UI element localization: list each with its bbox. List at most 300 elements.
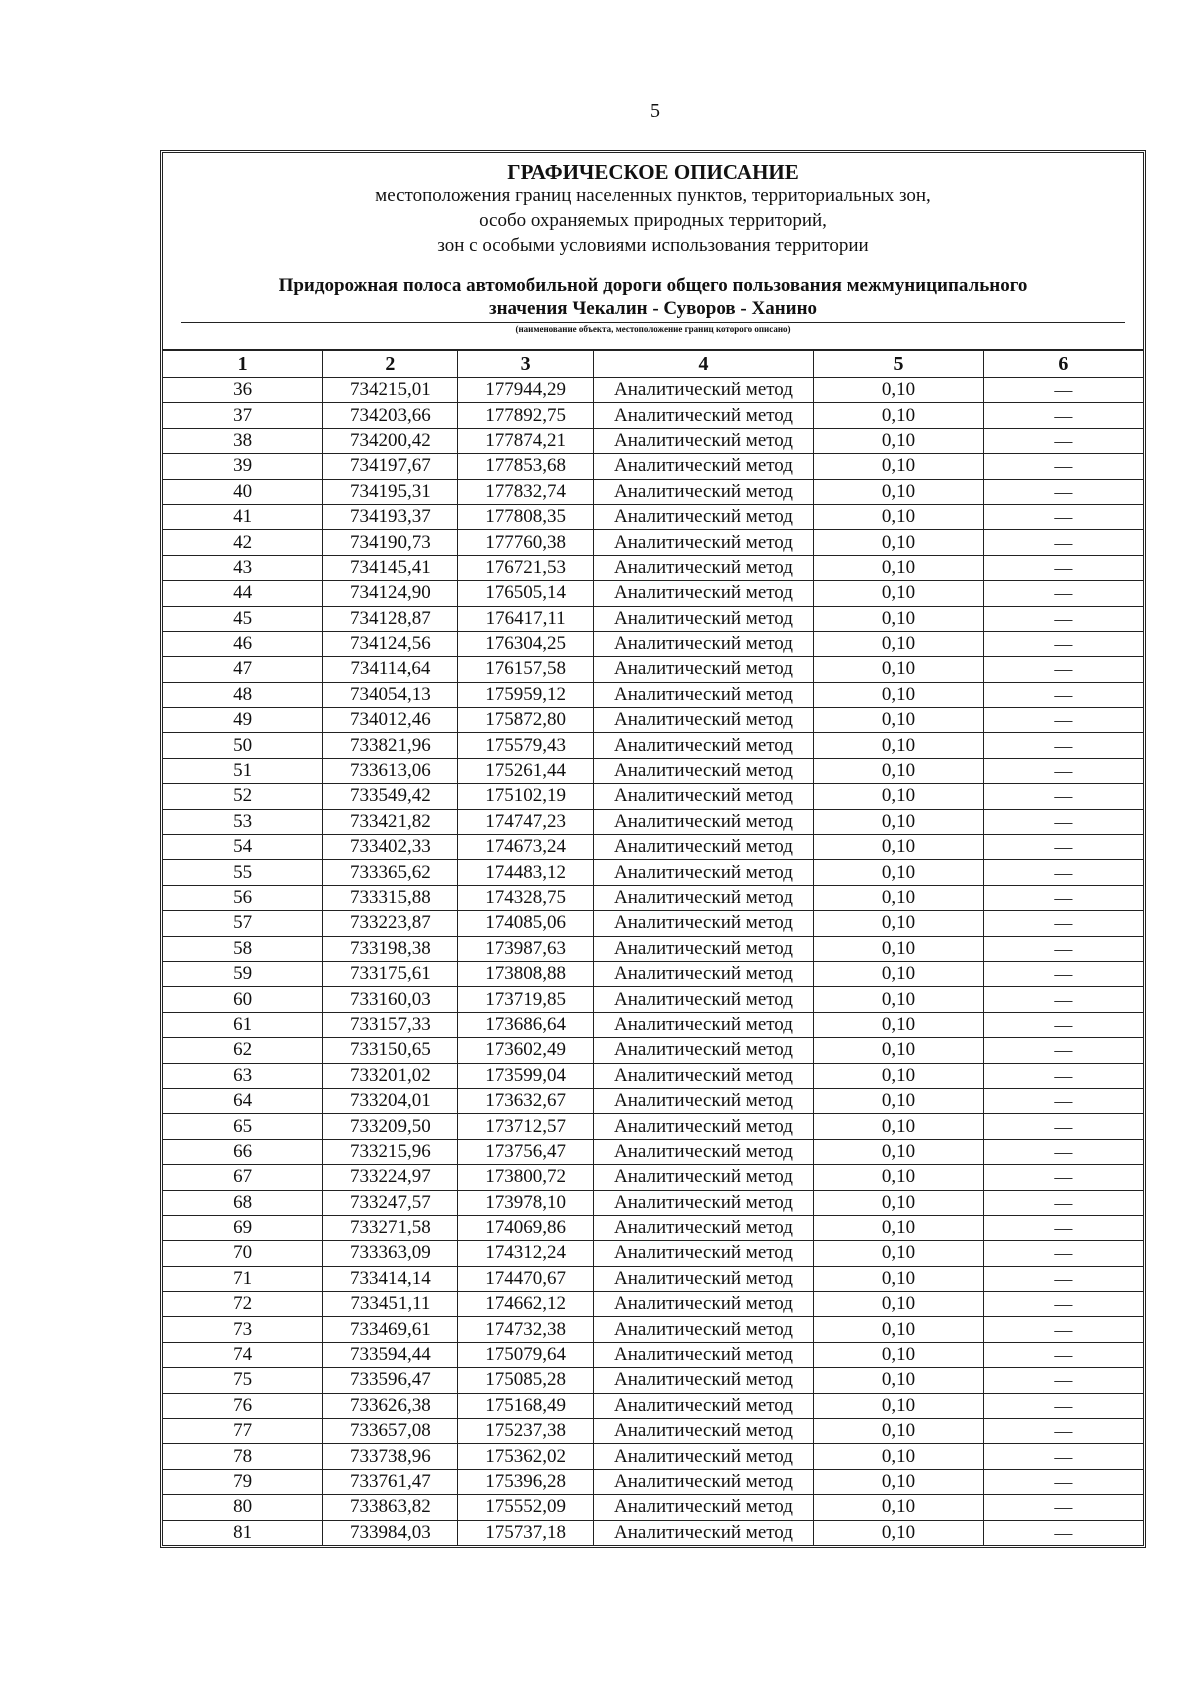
table-cell: Аналитический метод	[593, 454, 814, 479]
table-row	[163, 1215, 1143, 1240]
table-cell: 174085,06	[458, 911, 593, 936]
table-cell: 733421,82	[323, 809, 458, 834]
table-cell: Аналитический метод	[593, 1292, 814, 1317]
table-cell: 0,10	[814, 1469, 984, 1494]
table-cell: 734012,46	[323, 708, 458, 733]
table-cell: 0,10	[814, 378, 984, 403]
table-cell: 62	[163, 1038, 323, 1063]
coordinates-table	[163, 349, 1143, 1545]
table-cell: Аналитический метод	[593, 733, 814, 758]
table-cell: Аналитический метод	[593, 1469, 814, 1494]
table-cell: 53	[163, 809, 323, 834]
table-cell: Аналитический метод	[593, 987, 814, 1012]
table-cell: 0,10	[814, 555, 984, 580]
table-cell: 52	[163, 784, 323, 809]
table-cell: 175085,28	[458, 1368, 593, 1393]
table-cell: 0,10	[814, 631, 984, 656]
table-cell: 734195,31	[323, 479, 458, 504]
table-row	[163, 784, 1143, 809]
table-cell: 734200,42	[323, 428, 458, 453]
table-cell: —	[983, 1419, 1143, 1444]
table-cell: 58	[163, 936, 323, 961]
table-cell: 175102,19	[458, 784, 593, 809]
table-cell: Аналитический метод	[593, 1444, 814, 1469]
table-cell: 0,10	[814, 1114, 984, 1139]
table-cell: 73	[163, 1317, 323, 1342]
table-cell: Аналитический метод	[593, 860, 814, 885]
table-cell: Аналитический метод	[593, 403, 814, 428]
table-cell: Аналитический метод	[593, 1342, 814, 1367]
table-cell: 733315,88	[323, 885, 458, 910]
table-row	[163, 403, 1143, 428]
table-cell: —	[983, 1317, 1143, 1342]
table-cell: Аналитический метод	[593, 428, 814, 453]
table-cell: 55	[163, 860, 323, 885]
table-row	[163, 708, 1143, 733]
table-cell: 177874,21	[458, 428, 593, 453]
table-row	[163, 1444, 1143, 1469]
table-cell: 69	[163, 1215, 323, 1240]
table-row	[163, 1012, 1143, 1037]
table-cell: 175396,28	[458, 1469, 593, 1494]
table-cell: 46	[163, 631, 323, 656]
table-cell: 177853,68	[458, 454, 593, 479]
document-frame	[160, 150, 1146, 1548]
table-row	[163, 1088, 1143, 1113]
document-title: ГРАФИЧЕСКОЕ ОПИСАНИЕ	[507, 160, 799, 184]
table-cell: 733198,38	[323, 936, 458, 961]
table-cell: 176505,14	[458, 581, 593, 606]
table-cell: Аналитический метод	[593, 530, 814, 555]
table-cell: 36	[163, 378, 323, 403]
table-cell: —	[983, 835, 1143, 860]
table-cell: 0,10	[814, 1266, 984, 1291]
table-cell: 173987,63	[458, 936, 593, 961]
table-cell: 0,10	[814, 428, 984, 453]
table-cell: 64	[163, 1088, 323, 1113]
table-cell: 40	[163, 479, 323, 504]
table-cell: —	[983, 1368, 1143, 1393]
table-cell: 56	[163, 885, 323, 910]
table-cell: Аналитический метод	[593, 1317, 814, 1342]
table-cell: —	[983, 1393, 1143, 1418]
table-row	[163, 885, 1143, 910]
table-cell: 733657,08	[323, 1419, 458, 1444]
table-cell: 173632,67	[458, 1088, 593, 1113]
table-cell: —	[983, 1469, 1143, 1494]
table-row	[163, 504, 1143, 529]
table-cell: —	[983, 682, 1143, 707]
table-cell: 0,10	[814, 936, 984, 961]
table-row	[163, 631, 1143, 656]
table-cell: 66	[163, 1139, 323, 1164]
table-cell: 0,10	[814, 911, 984, 936]
table-row	[163, 378, 1143, 403]
table-row	[163, 1393, 1143, 1418]
table-cell: 175261,44	[458, 758, 593, 783]
table-cell: 75	[163, 1368, 323, 1393]
table-cell: 61	[163, 1012, 323, 1037]
table-cell: 734145,41	[323, 555, 458, 580]
table-cell: 0,10	[814, 1063, 984, 1088]
object-name-line: Придорожная полоса автомобильной дороги общего пользования межмуниципального	[278, 275, 1028, 296]
table-cell: 0,10	[814, 885, 984, 910]
table-row	[163, 682, 1143, 707]
table-cell: 48	[163, 682, 323, 707]
table-cell: Аналитический метод	[593, 1165, 814, 1190]
table-row	[163, 1241, 1143, 1266]
table-cell: 0,10	[814, 504, 984, 529]
column-header: 1	[163, 350, 323, 378]
table-cell: 0,10	[814, 1317, 984, 1342]
table-cell: 71	[163, 1266, 323, 1291]
table-cell: 0,10	[814, 1139, 984, 1164]
table-cell: 734203,66	[323, 403, 458, 428]
table-cell: Аналитический метод	[593, 581, 814, 606]
table-cell: 177944,29	[458, 378, 593, 403]
table-row	[163, 1266, 1143, 1291]
table-cell: —	[983, 454, 1143, 479]
table-cell: —	[983, 403, 1143, 428]
table-cell: 50	[163, 733, 323, 758]
table-cell: —	[983, 530, 1143, 555]
table-cell: 733204,01	[323, 1088, 458, 1113]
table-cell: 176157,58	[458, 657, 593, 682]
table-cell: 38	[163, 428, 323, 453]
table-cell: —	[983, 1444, 1143, 1469]
table-row	[163, 860, 1143, 885]
table-cell: Аналитический метод	[593, 1393, 814, 1418]
table-cell: 734114,64	[323, 657, 458, 682]
table-cell: 68	[163, 1190, 323, 1215]
table-cell: —	[983, 961, 1143, 986]
table-cell: Аналитический метод	[593, 606, 814, 631]
column-header: 3	[458, 350, 593, 378]
table-row	[163, 1038, 1143, 1063]
table-cell: —	[983, 1114, 1143, 1139]
table-cell: 0,10	[814, 860, 984, 885]
table-cell: 0,10	[814, 1495, 984, 1520]
table-cell: 733738,96	[323, 1444, 458, 1469]
table-cell: 175579,43	[458, 733, 593, 758]
table-cell: 733157,33	[323, 1012, 458, 1037]
table-row	[163, 555, 1143, 580]
table-cell: 174732,38	[458, 1317, 593, 1342]
table-cell: 43	[163, 555, 323, 580]
table-cell: Аналитический метод	[593, 1114, 814, 1139]
table-cell: 45	[163, 606, 323, 631]
table-body	[163, 378, 1143, 1545]
table-cell: 0,10	[814, 454, 984, 479]
table-cell: 0,10	[814, 1419, 984, 1444]
table-row	[163, 581, 1143, 606]
table-cell: 177808,35	[458, 504, 593, 529]
table-row	[163, 530, 1143, 555]
table-cell: 173602,49	[458, 1038, 593, 1063]
table-cell: 733201,02	[323, 1063, 458, 1088]
table-cell: —	[983, 1520, 1143, 1545]
table-cell: 0,10	[814, 809, 984, 834]
table-row	[163, 936, 1143, 961]
table-row	[163, 1114, 1143, 1139]
table-cell: 175079,64	[458, 1342, 593, 1367]
column-header: 5	[814, 350, 984, 378]
table-cell: Аналитический метод	[593, 961, 814, 986]
table-cell: 0,10	[814, 479, 984, 504]
table-cell: Аналитический метод	[593, 1012, 814, 1037]
table-cell: 80	[163, 1495, 323, 1520]
table-cell: 174673,24	[458, 835, 593, 860]
table-cell: 173719,85	[458, 987, 593, 1012]
table-cell: 0,10	[814, 784, 984, 809]
table-cell: 733863,82	[323, 1495, 458, 1520]
table-cell: Аналитический метод	[593, 1241, 814, 1266]
table-cell: 0,10	[814, 1393, 984, 1418]
table-cell: 733984,03	[323, 1520, 458, 1545]
table-cell: 733626,38	[323, 1393, 458, 1418]
table-cell: 173712,57	[458, 1114, 593, 1139]
table-cell: 0,10	[814, 403, 984, 428]
table-cell: Аналитический метод	[593, 809, 814, 834]
table-cell: 733365,62	[323, 860, 458, 885]
table-row	[163, 835, 1143, 860]
table-cell: 173978,10	[458, 1190, 593, 1215]
table-cell: 57	[163, 911, 323, 936]
table-row	[163, 606, 1143, 631]
table-cell: Аналитический метод	[593, 1063, 814, 1088]
table-cell: Аналитический метод	[593, 1139, 814, 1164]
table-cell: 176417,11	[458, 606, 593, 631]
table-cell: 0,10	[814, 530, 984, 555]
table-cell: —	[983, 1165, 1143, 1190]
table-cell: Аналитический метод	[593, 936, 814, 961]
table-row	[163, 454, 1143, 479]
table-row	[163, 758, 1143, 783]
table-cell: Аналитический метод	[593, 835, 814, 860]
table-cell: 733271,58	[323, 1215, 458, 1240]
table-cell: 174069,86	[458, 1215, 593, 1240]
table-cell: —	[983, 1215, 1143, 1240]
table-cell: 175959,12	[458, 682, 593, 707]
table-cell: 175552,09	[458, 1495, 593, 1520]
table-cell: 734193,37	[323, 504, 458, 529]
table-cell: 72	[163, 1292, 323, 1317]
table-cell: Аналитический метод	[593, 1038, 814, 1063]
table-cell: 0,10	[814, 1368, 984, 1393]
table-cell: —	[983, 911, 1143, 936]
table-cell: —	[983, 885, 1143, 910]
table-cell: Аналитический метод	[593, 758, 814, 783]
table-cell: —	[983, 1292, 1143, 1317]
table-cell: —	[983, 1241, 1143, 1266]
table-cell: Аналитический метод	[593, 708, 814, 733]
table-cell: 733160,03	[323, 987, 458, 1012]
table-cell: 0,10	[814, 1165, 984, 1190]
object-caption: (наименование объекта, местоположение границ которого описано)	[515, 324, 791, 334]
table-cell: 734128,87	[323, 606, 458, 631]
table-cell: 0,10	[814, 606, 984, 631]
table-cell: 0,10	[814, 1342, 984, 1367]
table-cell: 37	[163, 403, 323, 428]
table-cell: 63	[163, 1063, 323, 1088]
table-cell: 0,10	[814, 657, 984, 682]
table-cell: —	[983, 936, 1143, 961]
table-cell: 173756,47	[458, 1139, 593, 1164]
table-cell: 65	[163, 1114, 323, 1139]
table-cell: 733414,14	[323, 1266, 458, 1291]
table-cell: 0,10	[814, 1241, 984, 1266]
table-cell: 0,10	[814, 758, 984, 783]
table-cell: —	[983, 1088, 1143, 1113]
table-cell: 733821,96	[323, 733, 458, 758]
table-cell: 733613,06	[323, 758, 458, 783]
table-cell: 81	[163, 1520, 323, 1545]
table-cell: 174662,12	[458, 1292, 593, 1317]
table-row	[163, 911, 1143, 936]
table-cell: 59	[163, 961, 323, 986]
table-cell: —	[983, 987, 1143, 1012]
table-row	[163, 1165, 1143, 1190]
table-row	[163, 733, 1143, 758]
column-header: 4	[593, 350, 814, 378]
table-cell: 0,10	[814, 1444, 984, 1469]
table-cell: 734190,73	[323, 530, 458, 555]
table-cell: Аналитический метод	[593, 1190, 814, 1215]
table-cell: 0,10	[814, 1088, 984, 1113]
subtitle-line: местоположения границ населенных пунктов, территориальных зон,	[375, 185, 931, 206]
table-cell: 49	[163, 708, 323, 733]
table-cell: 733451,11	[323, 1292, 458, 1317]
table-row	[163, 1317, 1143, 1342]
table-cell: 0,10	[814, 987, 984, 1012]
subtitle-line: зон с особыми условиями использования территории	[437, 235, 869, 256]
table-cell: 733402,33	[323, 835, 458, 860]
table-cell: Аналитический метод	[593, 631, 814, 656]
table-cell: 0,10	[814, 1190, 984, 1215]
table-cell: —	[983, 809, 1143, 834]
table-cell: 733247,57	[323, 1190, 458, 1215]
table-cell: 733594,44	[323, 1342, 458, 1367]
table-cell: 77	[163, 1419, 323, 1444]
table-row	[163, 1495, 1143, 1520]
table-cell: 70	[163, 1241, 323, 1266]
table-cell: 42	[163, 530, 323, 555]
table-cell: 177892,75	[458, 403, 593, 428]
table-cell: —	[983, 1063, 1143, 1088]
table-cell: 733469,61	[323, 1317, 458, 1342]
table-cell: Аналитический метод	[593, 1088, 814, 1113]
table-cell: 0,10	[814, 1215, 984, 1240]
table-cell: —	[983, 657, 1143, 682]
table-cell: 0,10	[814, 961, 984, 986]
table-cell: —	[983, 1266, 1143, 1291]
table-cell: Аналитический метод	[593, 1266, 814, 1291]
table-cell: —	[983, 378, 1143, 403]
table-cell: —	[983, 1342, 1143, 1367]
table-cell: —	[983, 504, 1143, 529]
table-cell: 734215,01	[323, 378, 458, 403]
table-cell: 175872,80	[458, 708, 593, 733]
table-cell: Аналитический метод	[593, 1368, 814, 1393]
table-cell: 734197,67	[323, 454, 458, 479]
table-cell: 734054,13	[323, 682, 458, 707]
table-cell: 733209,50	[323, 1114, 458, 1139]
table-cell: 174470,67	[458, 1266, 593, 1291]
table-cell: 173800,72	[458, 1165, 593, 1190]
table-row	[163, 1520, 1143, 1545]
column-header: 6	[983, 350, 1143, 378]
table-cell: 60	[163, 987, 323, 1012]
page-number: 5	[650, 100, 660, 122]
table-cell: 76	[163, 1393, 323, 1418]
table-cell: 734124,90	[323, 581, 458, 606]
table-cell: Аналитический метод	[593, 784, 814, 809]
table-row	[163, 479, 1143, 504]
table-cell: 175737,18	[458, 1520, 593, 1545]
table-cell: 177760,38	[458, 530, 593, 555]
table-cell: 0,10	[814, 835, 984, 860]
table-cell: Аналитический метод	[593, 1215, 814, 1240]
table-cell: 173808,88	[458, 961, 593, 986]
table-cell: 0,10	[814, 581, 984, 606]
table-cell: 47	[163, 657, 323, 682]
table-cell: 67	[163, 1165, 323, 1190]
table-cell: 733223,87	[323, 911, 458, 936]
table-cell: 79	[163, 1469, 323, 1494]
table-row	[163, 428, 1143, 453]
object-name-line: значения Чекалин - Суворов - Ханино	[488, 298, 818, 319]
table-cell: 175168,49	[458, 1393, 593, 1418]
table-row	[163, 961, 1143, 986]
table-cell: 733761,47	[323, 1469, 458, 1494]
table-row	[163, 1063, 1143, 1088]
table-cell: 733215,96	[323, 1139, 458, 1164]
table-cell: 74	[163, 1342, 323, 1367]
subtitle-line: особо охраняемых природных территорий,	[479, 210, 827, 231]
table-cell: —	[983, 428, 1143, 453]
table-cell: Аналитический метод	[593, 682, 814, 707]
table-cell: 174312,24	[458, 1241, 593, 1266]
document-header	[163, 153, 1143, 349]
table-cell: 174747,23	[458, 809, 593, 834]
table-cell: Аналитический метод	[593, 885, 814, 910]
table-cell: —	[983, 1495, 1143, 1520]
table-cell: —	[983, 758, 1143, 783]
table-cell: Аналитический метод	[593, 504, 814, 529]
table-cell: Аналитический метод	[593, 1495, 814, 1520]
table-cell: Аналитический метод	[593, 378, 814, 403]
table-row	[163, 809, 1143, 834]
table-cell: 733224,97	[323, 1165, 458, 1190]
table-cell: —	[983, 1190, 1143, 1215]
table-cell: Аналитический метод	[593, 479, 814, 504]
table-cell: 0,10	[814, 1520, 984, 1545]
table-row	[163, 1139, 1143, 1164]
column-header: 2	[323, 350, 458, 378]
table-cell: 173686,64	[458, 1012, 593, 1037]
table-cell: 733549,42	[323, 784, 458, 809]
table-cell: 176304,25	[458, 631, 593, 656]
table-cell: —	[983, 733, 1143, 758]
table-cell: 174483,12	[458, 860, 593, 885]
table-cell: 0,10	[814, 708, 984, 733]
table-header-row	[163, 350, 1143, 378]
table-cell: 733175,61	[323, 961, 458, 986]
table-cell: 54	[163, 835, 323, 860]
table-cell: —	[983, 1012, 1143, 1037]
table-cell: Аналитический метод	[593, 555, 814, 580]
table-cell: 174328,75	[458, 885, 593, 910]
